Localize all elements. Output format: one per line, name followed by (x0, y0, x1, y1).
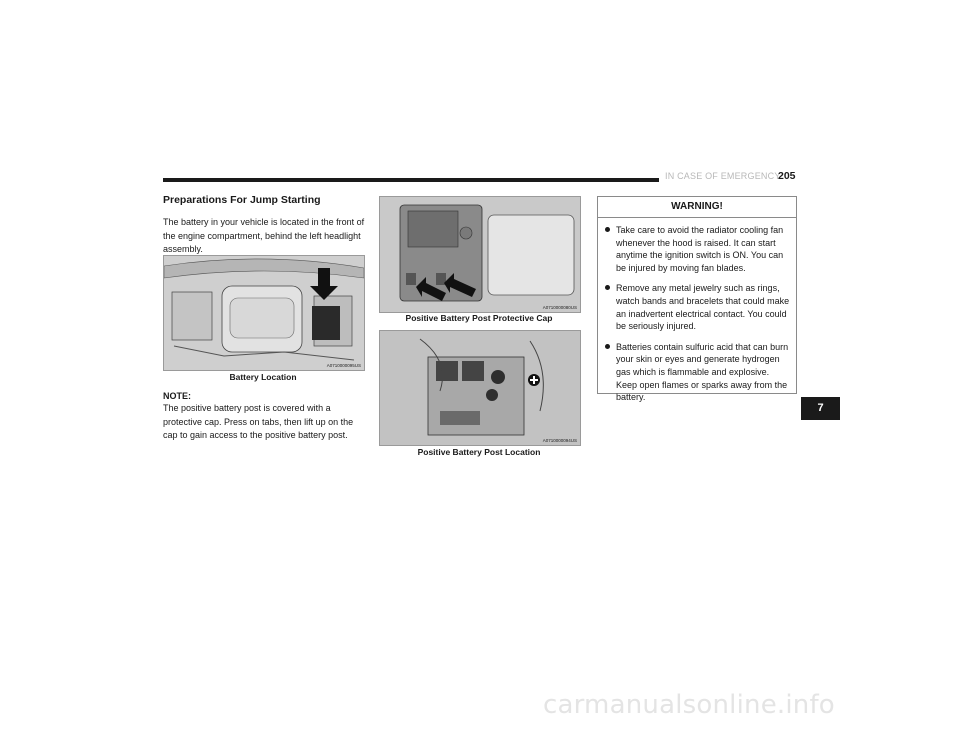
bullet-icon (605, 285, 610, 290)
protective-cap-figure (379, 196, 581, 313)
figure-caption: Positive Battery Post Location (417, 447, 541, 457)
engine-illustration (164, 256, 364, 370)
intro-paragraph: The battery in your vehicle is located in the front of the engine compartment, behind the left headlight assembly. (163, 217, 365, 254)
chapter-tab[interactable]: 7 (801, 397, 840, 420)
warning-title: WARNING! (598, 197, 796, 218)
page-number: 205 (778, 170, 796, 182)
figure-caption: Battery Location (229, 372, 297, 382)
bullet-icon (605, 227, 610, 232)
note-label: NOTE: (163, 391, 191, 401)
bullet-icon (605, 344, 610, 349)
post-location-figure (379, 330, 581, 446)
header-section-title: IN CASE OF EMERGENCY (665, 171, 781, 181)
figure-code: A0710000080US (542, 305, 577, 310)
figure-caption: Positive Battery Post Protective Cap (405, 313, 553, 323)
warning-list (598, 218, 796, 404)
figure-code: A0710000094US (542, 438, 577, 443)
protective-cap-illustration (380, 197, 580, 312)
watermark: carmanualsonline.info (543, 690, 835, 720)
warning-item: Remove any metal jewelry such as rings, watch bands and bracelets that could make an inadvertent electrical contact. You could be seriously injured. (604, 282, 792, 332)
note-text: The positive battery post is covered with a protective cap. Press on tabs, then lift up on the cap to gain access to the positive battery post. (163, 403, 354, 440)
warning-box (597, 196, 797, 403)
left-column (163, 194, 368, 257)
battery-location-figure (163, 255, 365, 371)
section-title: Preparations For Jump Starting (163, 194, 321, 206)
header-rule (163, 178, 659, 182)
warning-item: Batteries contain sulfuric acid that can burn your skin or eyes and generate hydrogen gas which is flammable and explosive. Keep open flames or sparks away from the battery. (604, 341, 792, 404)
note-block (163, 385, 368, 443)
post-location-illustration (380, 331, 580, 445)
figure-code: A0710000095US (326, 363, 361, 368)
warning-item: Take care to avoid the radiator cooling fan whenever the hood is raised. It can start anytime the ignition switch is ON. You can be injured by moving fan blades. (604, 224, 792, 274)
